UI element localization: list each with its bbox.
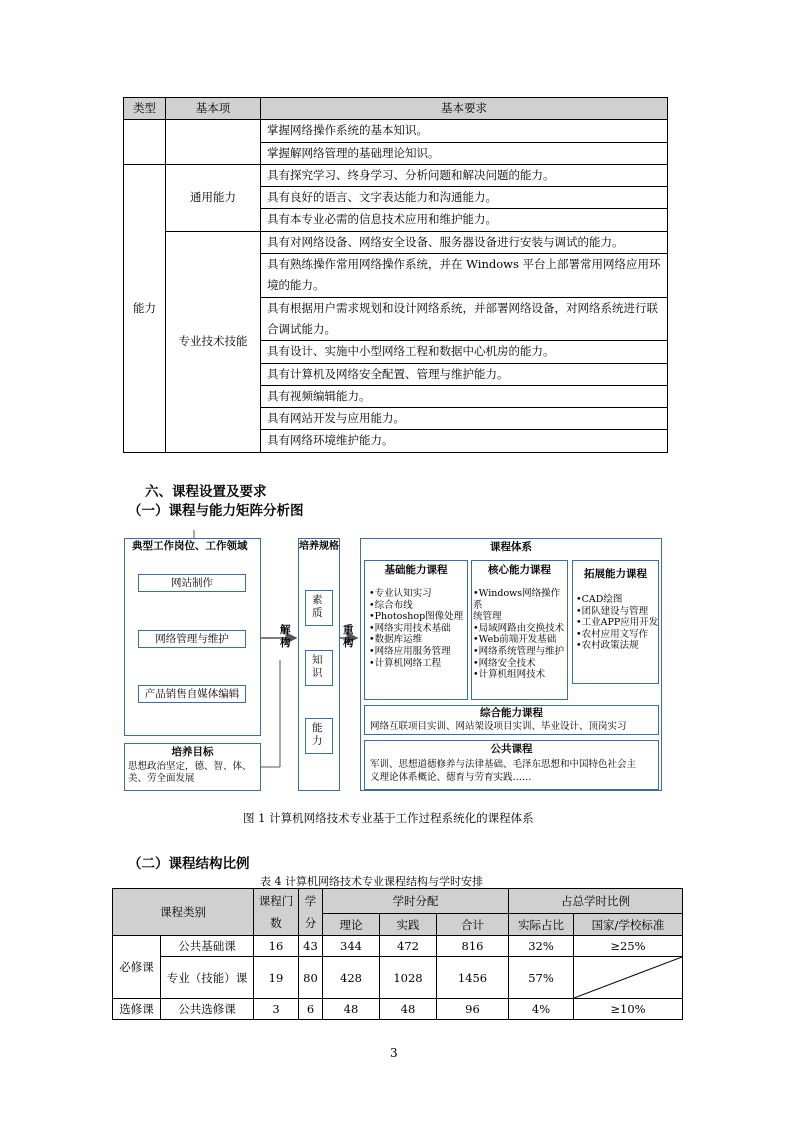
- item-general: 通用能力: [166, 164, 261, 231]
- list-item: •Web前端开发基础: [473, 634, 557, 646]
- row-count: 19: [254, 957, 299, 999]
- header-credit: 学分: [299, 889, 323, 936]
- row-practice: 48: [380, 999, 437, 1020]
- list-item: •CAD绘图: [576, 594, 623, 605]
- list-item: •Windows网络操作系: [473, 588, 561, 611]
- type-ability: 能力: [124, 164, 166, 452]
- list-item: •Photoshop图像处理: [369, 611, 464, 623]
- header-practice: 实践: [380, 914, 437, 936]
- section-6-2-title: （二）课程结构比例: [128, 856, 250, 872]
- requirements-table: [123, 97, 668, 453]
- list-item: •数据库运维: [369, 634, 423, 646]
- extension-course-list: [576, 594, 660, 652]
- row-credit: 43: [299, 936, 323, 957]
- list-item: •网络系统管理与维护: [473, 645, 565, 657]
- job-areas-title: 典型工作岗位、工作领域: [132, 540, 248, 552]
- row-name: 公共选修课: [161, 999, 254, 1020]
- table-caption: 表 4 计算机网络技术专业课程结构与学时安排: [260, 875, 483, 888]
- page-number: 3: [390, 1046, 398, 1060]
- requirement-cell: 具有设计、实施中小型网络工程和数据中心机房的能力。: [261, 341, 668, 363]
- list-item: 统管理: [473, 611, 502, 623]
- diagonal-line: [574, 957, 682, 998]
- table-row: [113, 999, 683, 1020]
- job-label: 网站制作: [171, 577, 213, 589]
- row-theory: 428: [323, 957, 380, 999]
- row-credit: 6: [299, 999, 323, 1020]
- row-actual: 4%: [509, 999, 574, 1020]
- table-row: [113, 936, 683, 957]
- row-count: 16: [254, 936, 299, 957]
- row-theory: 344: [323, 936, 380, 957]
- extension-course-title: 拓展能力课程: [584, 568, 647, 580]
- requirement-cell: 具有探究学习、终身学习、分析问题和解决问题的能力。: [261, 164, 668, 186]
- row-actual: 57%: [509, 957, 574, 999]
- requirement-cell: 具有网站开发与应用能力。: [261, 408, 668, 430]
- requirement-cell: 具有视频编辑能力。: [261, 385, 668, 407]
- core-course-title: 核心能力课程: [488, 564, 551, 576]
- table-row: [124, 231, 668, 253]
- header-category: 课程类别: [113, 889, 254, 936]
- requirement-cell: 具有计算机及网络安全配置、管理与维护能力。: [261, 363, 668, 385]
- list-item: •计算机组网技术: [473, 669, 546, 681]
- table-header-row: [113, 889, 683, 914]
- type-cell-empty: [124, 120, 166, 165]
- list-item: •综合布线: [369, 599, 413, 611]
- row-practice: 472: [380, 936, 437, 957]
- row-standard: ≥25%: [574, 936, 683, 957]
- basic-course-list: [369, 588, 469, 669]
- spec-item: 知识: [312, 654, 323, 679]
- course-system-title: 课程体系: [490, 541, 532, 553]
- header-standard: 国家/学校标准: [574, 914, 683, 936]
- course-matrix-diagram: [120, 530, 666, 797]
- required-label: 必修课: [113, 936, 161, 999]
- core-course-list: [473, 588, 569, 681]
- list-item: •网络应用服务管理: [369, 645, 451, 657]
- spec-item: 能力: [312, 722, 323, 747]
- row-standard-diagonal: [574, 957, 683, 999]
- list-item: •网络实用技术基础: [369, 622, 451, 634]
- basic-course-title: 基础能力课程: [384, 564, 448, 576]
- header-ratio: 占总学时比例: [509, 889, 683, 914]
- job-label: 网络管理与维护: [155, 633, 229, 645]
- public-course-text-1: 军训、思想道德修养与法律基础、毛泽东思想和中国特色社会主: [370, 759, 637, 770]
- section-6-title: 六、课程设置及要求: [145, 484, 267, 500]
- job-label: 产品销售自媒体编辑: [144, 688, 240, 700]
- requirement-cell: 具有本专业必需的信息技术应用和维护能力。: [261, 209, 668, 231]
- goal-text: 思想政治坚定，德、智、体、美、劳全面发展: [128, 761, 252, 784]
- row-credit: 80: [299, 957, 323, 999]
- row-name: 专业（技能）课: [161, 957, 254, 999]
- requirement-cell: 具有良好的语言、文字表达能力和沟通能力。: [261, 187, 668, 209]
- item-professional: 专业技术技能: [166, 231, 261, 452]
- table-row: [124, 164, 668, 186]
- public-course-text-2: 义理论体系概论、德育与劳育实践……: [370, 772, 532, 783]
- goal-title: 培养目标: [171, 746, 214, 758]
- row-practice: 1028: [380, 957, 437, 999]
- table-row: [124, 120, 668, 142]
- table-row: [113, 957, 683, 999]
- list-item: •网络安全技术: [473, 657, 536, 669]
- list-item: •工业APP应用开发: [576, 617, 659, 629]
- header-total: 合计: [437, 914, 509, 936]
- list-item: •团队建设与管理: [576, 605, 649, 617]
- list-item: •农村应用文写作: [576, 628, 649, 640]
- header-requirement: 基本要求: [261, 98, 668, 120]
- item-cell-empty: [166, 120, 261, 165]
- section-6-1-title: （一）课程与能力矩阵分析图: [128, 503, 304, 519]
- comprehensive-course-text: 网络互联项目实训、网站架设项目实训、毕业设计、顶岗实习: [370, 721, 627, 732]
- table-header-row: [124, 98, 668, 120]
- comprehensive-course-title: 综合能力课程: [480, 707, 543, 719]
- header-hours: 学时分配: [323, 889, 509, 914]
- requirement-cell: 掌握网络操作系统的基本知识。: [261, 120, 668, 142]
- list-item: •农村政策法规: [576, 640, 639, 652]
- requirement-cell: 具有根据用户需求规划和设计网络系统，并部署网络设备，对网络系统进行联合调试能力。: [261, 297, 668, 341]
- header-basic-item: 基本项: [166, 98, 261, 120]
- row-standard: ≥10%: [574, 999, 683, 1020]
- requirement-cell: 具有对网络设备、网络安全设备、服务器设备进行安装与调试的能力。: [261, 231, 668, 253]
- requirement-cell: 掌握解网络管理的基础理论知识。: [261, 142, 668, 164]
- header-theory: 理论: [323, 914, 380, 936]
- row-actual: 32%: [509, 936, 574, 957]
- course-ratio-table: [112, 888, 683, 1020]
- row-name: 公共基础课: [161, 936, 254, 957]
- figure-caption: 图 1 计算机网络技术专业基于工作过程系统化的课程体系: [243, 811, 534, 825]
- public-course-title: 公共课程: [490, 743, 533, 755]
- list-item: •计算机网络工程: [369, 657, 442, 669]
- deconstruct-label: 解构: [280, 624, 291, 649]
- row-total: 816: [437, 936, 509, 957]
- spec-title: 培养规格: [299, 541, 339, 552]
- row-total: 1456: [437, 957, 509, 999]
- list-item: •专业认知实习: [369, 588, 432, 599]
- requirement-cell: 具有网络环境维护能力。: [261, 430, 668, 452]
- header-count: 课程门数: [254, 889, 299, 936]
- header-actual: 实际占比: [509, 914, 574, 936]
- row-total: 96: [437, 999, 509, 1020]
- list-item: •局域网路由交换技术: [473, 622, 565, 634]
- spec-item: 素质: [312, 594, 323, 619]
- requirement-cell: 具有熟练操作常用网络操作系统，并在 Windows 平台上部署常用网络应用环境的能力。: [261, 254, 668, 298]
- header-type: 类型: [124, 98, 166, 120]
- row-theory: 48: [323, 999, 380, 1020]
- elective-label: 选修课: [113, 999, 161, 1020]
- reconstruct-label: 重构: [343, 624, 354, 649]
- row-count: 3: [254, 999, 299, 1020]
